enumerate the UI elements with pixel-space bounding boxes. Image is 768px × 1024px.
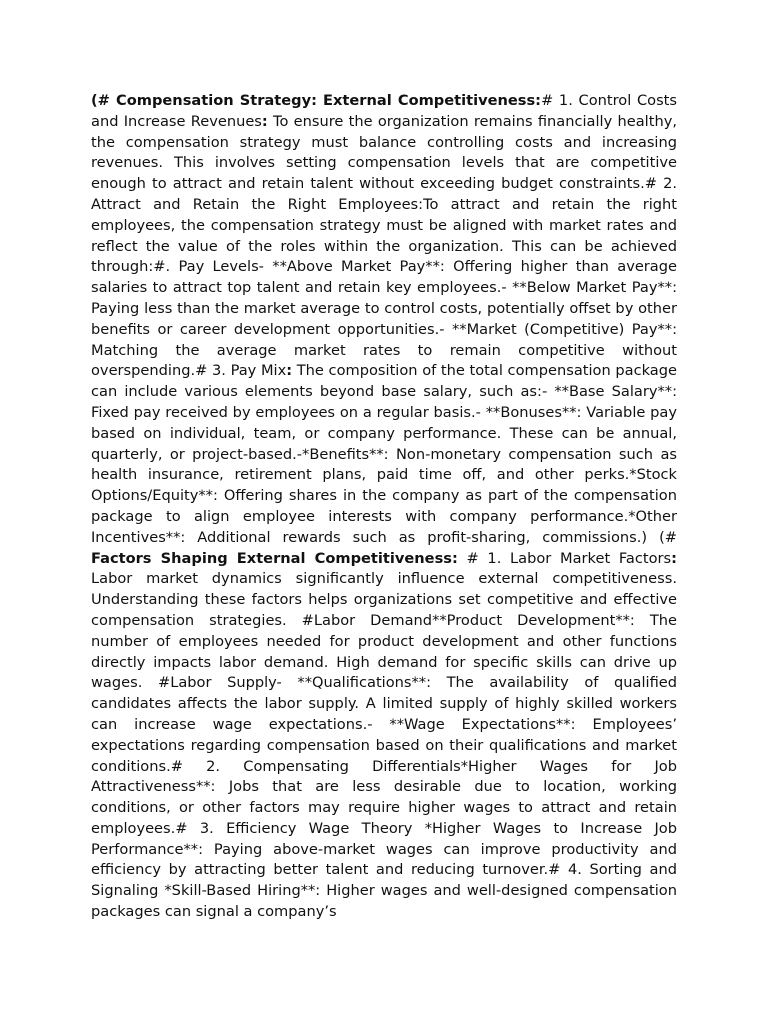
text-run: Labor market dynamics significantly influence external competitiveness. Understanding these factors helps organizations set competitive and effective compensation strategies. #Labor Demand**Product Development**: The number of employees needed for product development and other functions directly impacts labor demand. High demand for specific skills can drive up wages. #Labor Supply- **Qualifications**: The availability of qualified candidates affects the labor supply. A limited supply of highly skilled workers can increase wage expectations.- **Wage Expectations**: Employees’ expectations regarding compensation based on their qualifications and market conditions.# 2. Compensating Differentials*Higher Wages for Job Attractiveness**: Jobs that are less desirable due to location, working conditions, or other factors may require higher wages to attract and retain employees.# 3. Efficiency Wage Theory *Higher Wages to Increase Job Performance**: Paying above-market wages can improve productivity and efficiency by attracting better talent and reducing turnover.# 4. Sorting and Signaling *Skill-Based Hiring**: Higher wages and well-designed compensation packages can signal a company’s — [91, 570, 677, 921]
text-run: # 1. Labor Market Factors — [457, 549, 672, 567]
text-run: The composition of the total compensation package can include various elements beyond base salary, such as:- **Base Salary**: Fixed pay received by employees on a regular basis.- **Bonuses**: Variable pay based on individual, team, or company performance. These can be annual, quarterly, or project-based.-*Benefits**: Non-monetary compensation such as health insurance, retirement plans, paid time off, and other perks.*Stock Options/Equity**: Offering shares in the company as part of the compensation package to align employee interests with company performance.*Other Incentives**: Additional rewards such as profit-sharing, commissions.) (# — [91, 362, 677, 546]
body-paragraph — [91, 91, 677, 923]
bold-colon: : — [286, 362, 293, 380]
text-run: # 1. Control Costs and Increase Revenues — [91, 92, 677, 130]
bold-colon: : — [261, 112, 268, 130]
strategy-heading: (# Compensation Strategy: External Competitiveness: — [91, 92, 542, 109]
text-run: To ensure the organization remains financially healthy, the compensation strategy must balance controlling costs and increasing revenues. This involves setting compensation levels that are competitive enough to attract and retain talent without exceeding budget constraints.# 2. Attract and Retain the Right Employees:To attract and retain the right employees, the compensation strategy must be aligned with market rates and reflect the value of the roles within the organization. This can be achieved through:#. Pay Levels- **Above Market Pay**: Offering higher than average salaries to attract top talent and retain key employees.- **Below Market Pay**: Paying less than the market average to control costs, potentially offset by other benefits or career development opportunities.- **Market (Competitive) Pay**: Matching the average market rates to remain competitive without overspending.# 3. Pay Mix — [91, 112, 677, 380]
bold-colon: : — [671, 549, 677, 567]
factors-heading: Factors Shaping External Competitiveness: — [91, 549, 458, 567]
